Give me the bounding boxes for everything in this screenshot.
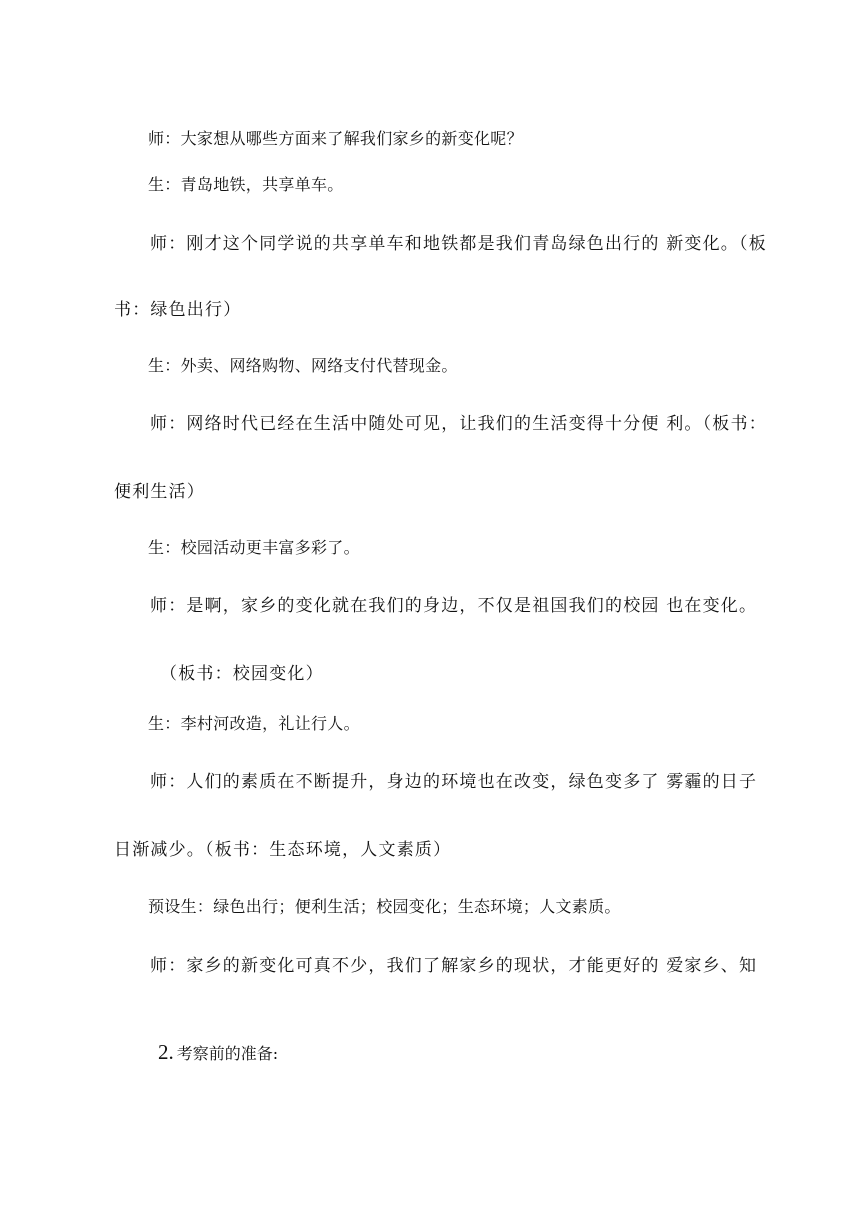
dialogue-line-13: 日渐减少。（板书：生态环境，人文素质） [114,840,452,860]
dialogue-line-15: 师：家乡的新变化可真不少，我们了解家乡的现状，才能更好的 爱家乡、知 [150,956,758,976]
section-title: 考察前的准备: [176,1044,279,1063]
dialogue-line-5: 生：外卖、网络购物、网络支付代替现金。 [148,356,458,375]
dialogue-line-9: 师：是啊，家乡的变化就在我们的身边，不仅是祖国我们的校园 也在变化。 [150,596,758,616]
dialogue-line-11: 生：李村河改造，礼让行人。 [148,714,360,733]
dialogue-line-7: 便利生活） [114,482,205,502]
dialogue-line-4: 书：绿色出行） [114,300,242,320]
dialogue-line-3: 师：刚才这个同学说的共享单车和地铁都是我们青岛绿色出行的 新变化。（板 [150,234,767,254]
section-heading [158,1040,278,1066]
dialogue-line-2: 生：青岛地铁，共享单车。 [148,175,344,194]
dialogue-line-14: 预设生：绿色出行；便利生活；校园变化；生态环境；人文素质。 [148,897,621,916]
section-number: 2. [158,1040,174,1064]
dialogue-line-6: 师：网络时代已经在生活中随处可见，让我们的生活变得十分便 利。（板书： [150,414,767,434]
dialogue-line-10: （板书：校园变化） [160,664,324,684]
dialogue-line-1: 师：大家想从哪些方面来了解我们家乡的新变化呢？ [148,129,523,148]
dialogue-line-8: 生：校园活动更丰富多彩了。 [148,538,360,557]
dialogue-line-12: 师：人们的素质在不断提升，身边的环境也在改变，绿色变多了 雾霾的日子 [150,772,758,792]
